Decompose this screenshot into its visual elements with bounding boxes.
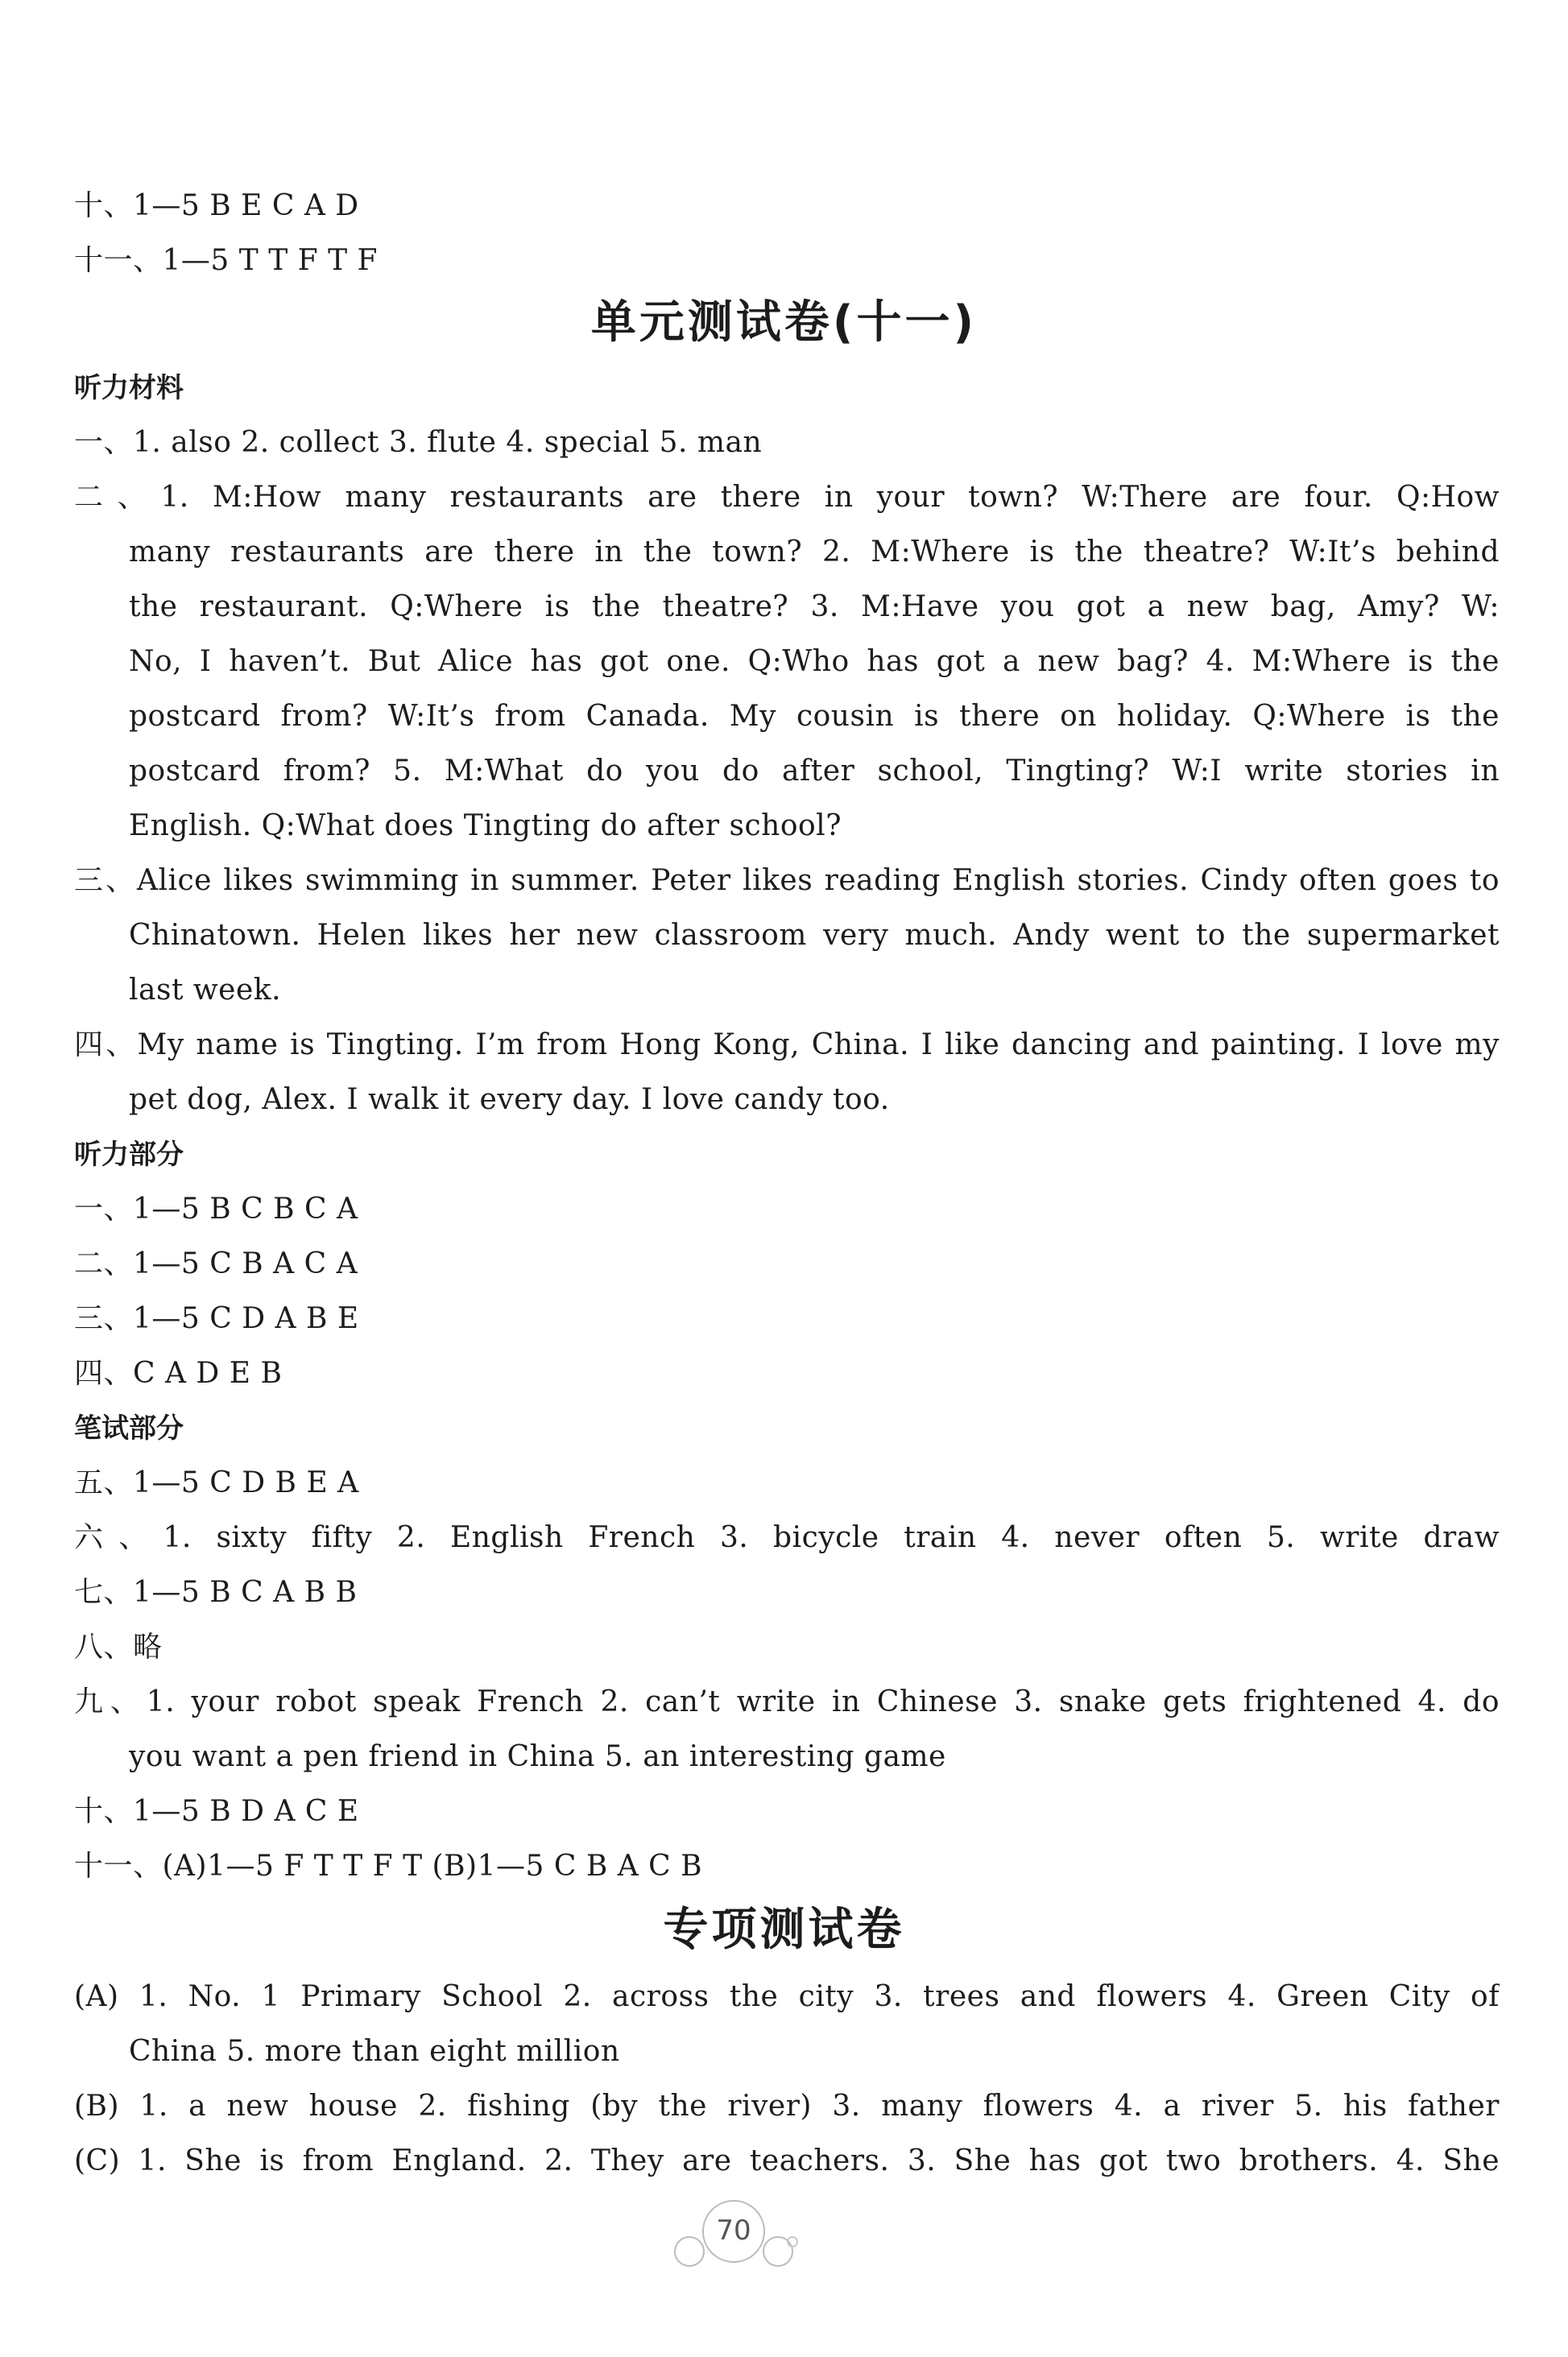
special-line: China 5. more than eight million: [129, 2035, 620, 2068]
answer-line: 八、略: [74, 1631, 163, 1664]
material-line: postcard from? 5. M:What do you do after school, Tingting? W:I write stories in: [129, 755, 1500, 788]
page-number: 70: [716, 2214, 751, 2247]
answer-line: you want a pen friend in China 5. an interesting game: [129, 1740, 946, 1773]
unit11-title: 单元测试卷(十一): [590, 296, 978, 349]
prev-answer-10: 十、1—5 B E C A D: [74, 189, 359, 222]
material-line: No, I haven’t. But Alice has got one. Q:Who has got a new bag? 4. M:Where is the: [129, 645, 1500, 678]
material-line: pet dog, Alex. I walk it every day. I love candy too.: [129, 1083, 890, 1116]
material-line: 一、1. also 2. collect 3. flute 4. special 5. man: [74, 426, 763, 459]
material-line: 四、My name is Tingting. I’m from Hong Kong, China. I like dancing and painting. I love my: [74, 1028, 1500, 1061]
material-line: 二、1. M:How many restaurants are there in your town? W:There are four. Q:How: [74, 481, 1500, 514]
listening-material-heading: 听力材料: [74, 372, 184, 404]
answer-line: 十一、(A)1—5 F T T F T (B)1—5 C B A C B: [74, 1850, 703, 1883]
answer-line: 一、1—5 B C B C A: [74, 1193, 358, 1226]
special-test-title: 专项测试卷: [663, 1904, 905, 1956]
material-line: the restaurant. Q:Where is the theatre? 3. M:Have you got a new bag, Amy? W:: [129, 590, 1500, 623]
answer-line: 六、1. sixty fifty 2. English French 3. bicycle train 4. never often 5. write draw: [74, 1521, 1500, 1554]
answer-line: 二、1—5 C B A C A: [74, 1247, 358, 1280]
material-line: 三、Alice likes swimming in summer. Peter likes reading English stories. Cindy often goes to: [74, 864, 1500, 897]
prev-answer-11: 十一、1—5 T T F T F: [74, 244, 379, 277]
answer-line: 四、C A D E B: [74, 1357, 283, 1390]
answer-line: 七、1—5 B C A B B: [74, 1576, 358, 1609]
answer-line: 十、1—5 B D A C E: [74, 1795, 359, 1828]
answer-line: 九、1. your robot speak French 2. can’t write in Chinese 3. snake gets frightened 4. do: [74, 1685, 1500, 1718]
answer-line: 三、1—5 C D A B E: [74, 1302, 359, 1335]
material-line: postcard from? W:It’s from Canada. My cousin is there on holiday. Q:Where is the: [129, 700, 1500, 733]
material-line: English. Q:What does Tingting do after school?: [129, 809, 842, 842]
material-line: Chinatown. Helen likes her new classroom very much. Andy went to the supermarket: [129, 919, 1500, 952]
special-line: (A) 1. No. 1 Primary School 2. across the city 3. trees and flowers 4. Green City of: [74, 1980, 1500, 2013]
page-number-badge: [665, 2195, 802, 2276]
answer-line: 五、1—5 C D B E A: [74, 1466, 359, 1499]
special-line: (C) 1. She is from England. 2. They are teachers. 3. She has got two brothers. 4. She: [74, 2144, 1500, 2177]
listening-part-heading: 听力部分: [74, 1139, 184, 1171]
special-line: (B) 1. a new house 2. fishing (by the river) 3. many flowers 4. a river 5. his father: [74, 2090, 1500, 2123]
written-part-heading: 笔试部分: [74, 1412, 184, 1445]
material-line: many restaurants are there in the town? 2. M:Where is the theatre? W:It’s behind: [129, 535, 1500, 569]
material-line: last week.: [129, 974, 282, 1007]
